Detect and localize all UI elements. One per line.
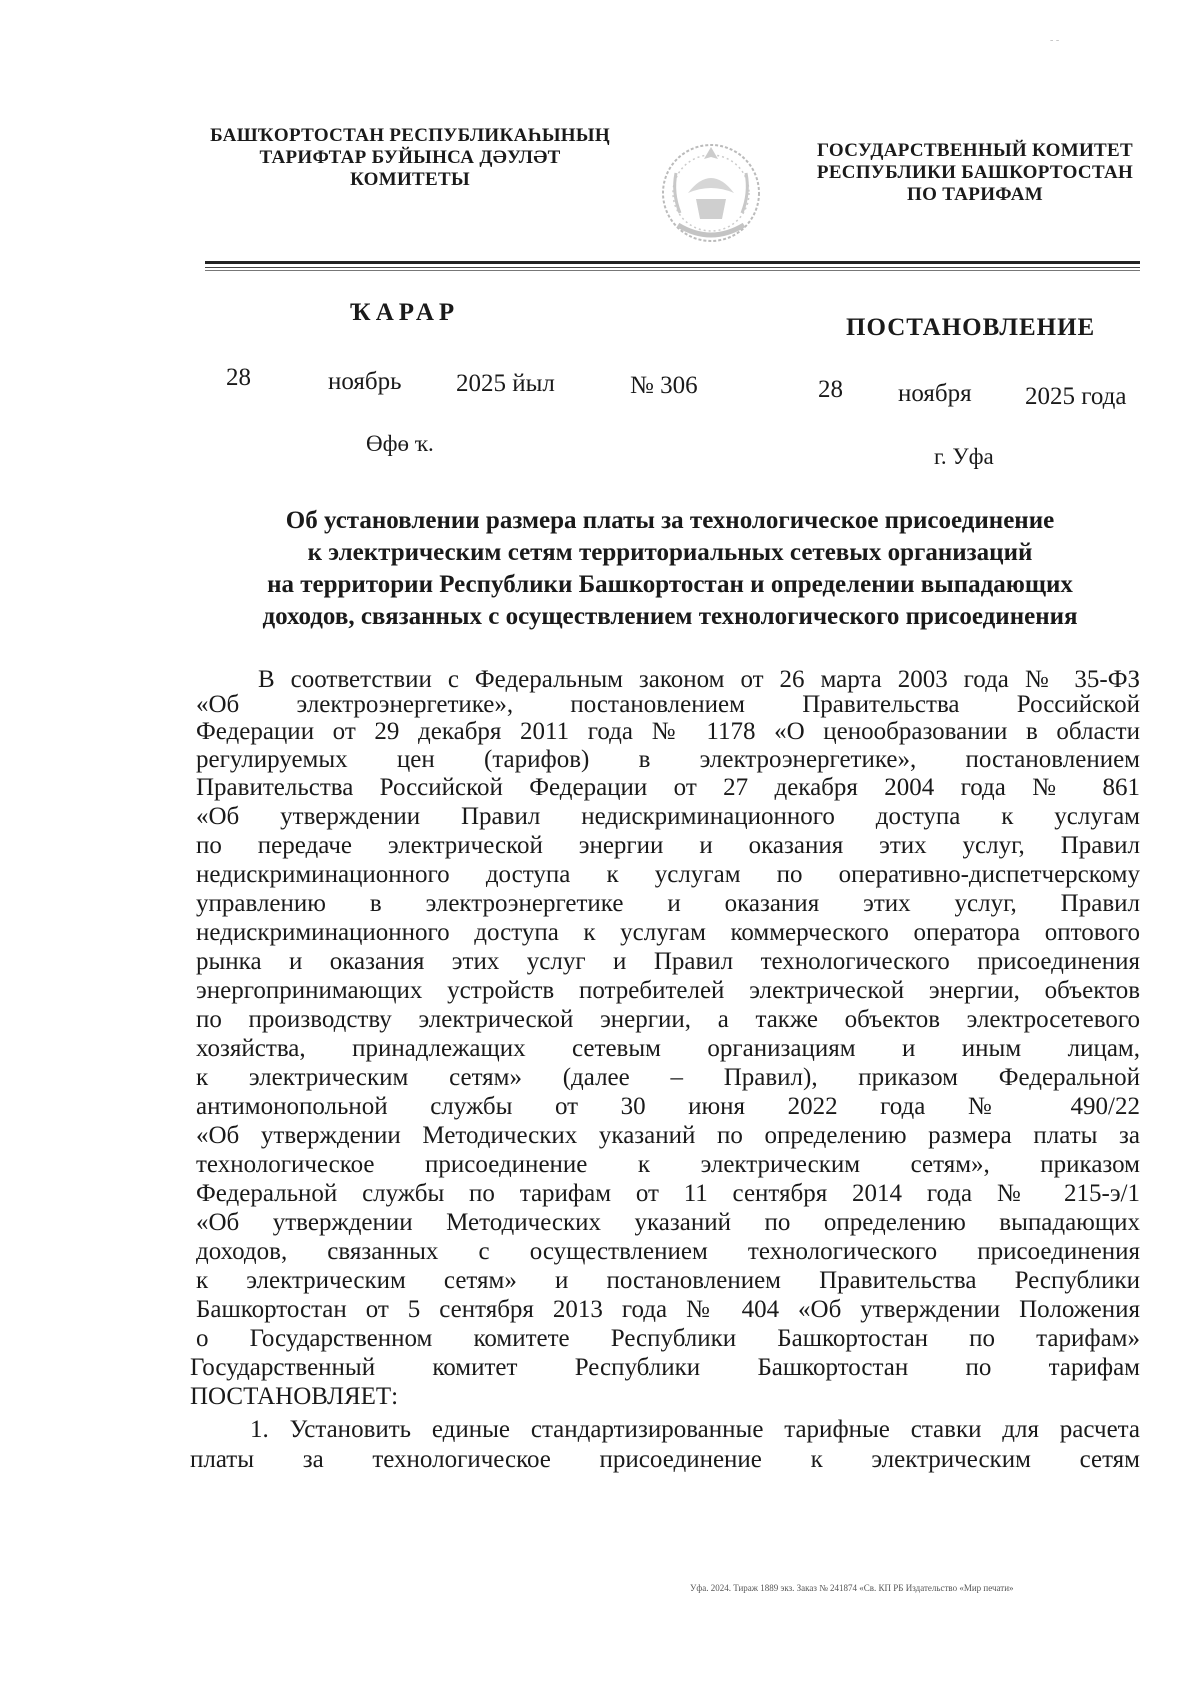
document-title-line: к электрическим сетям территориальных сетевых организаций xyxy=(307,539,1033,566)
body-line: 1. Установить единые стандартизированные тарифные ставки для расчета xyxy=(250,1416,1140,1443)
header-divider-thin xyxy=(205,267,1140,268)
body-line: хозяйства, принадлежащих сетевым организациям и иным лицам, xyxy=(196,1035,1140,1062)
header-bashkir-line: БАШҠОРТОСТАН РЕСПУБЛИКАҺЫНЫҢ xyxy=(210,125,610,146)
body-line: «Об утверждении Правил недискриминационного доступа к услугам xyxy=(196,803,1140,830)
header-bashkir-line: КОМИТЕТЫ xyxy=(350,169,470,190)
body-line: «Об электроэнергетике», постановлением Правительства Российской xyxy=(196,691,1140,718)
body-line: «Об утверждении Методических указаний по определению выпадающих xyxy=(196,1209,1140,1236)
body-line: к электрическим сетям» и постановлением Правительства Республики xyxy=(196,1267,1140,1294)
body-line: управлению в электроэнергетике и оказания этих услуг, Правил xyxy=(196,890,1140,917)
body-line: Правительства Российской Федерации от 27 декабря 2004 года № 861 xyxy=(196,774,1140,801)
body-line: «Об утверждении Методических указаний по определению размера платы за xyxy=(196,1122,1140,1149)
scan-mark: - - xyxy=(1050,35,1060,46)
body-line: Государственный комитет Республики Башкортостан по тарифам xyxy=(190,1354,1140,1381)
body-line: по передаче электрической энергии и оказания этих услуг, Правил xyxy=(196,832,1140,859)
body-line: Федеральной службы по тарифам от 11 сентября 2014 года № 215-э/1 xyxy=(196,1180,1140,1207)
document-title xyxy=(200,505,1140,633)
body-line: к электрическим сетям» (далее – Правил), приказом Федеральной xyxy=(196,1064,1140,1091)
body-line: антимонопольной службы от 30 июня 2022 года № 490/22 xyxy=(196,1093,1140,1120)
body-line: энергопринимающих устройств потребителей электрической энергии, объектов xyxy=(196,977,1140,1004)
body-line: платы за технологическое присоединение к электрическим сетям xyxy=(190,1446,1140,1473)
body-line: Башкортостан от 5 сентября 2013 года № 404 «Об утверждении Положения xyxy=(196,1296,1140,1323)
header-divider xyxy=(205,261,1140,264)
header-russian-line: РЕСПУБЛИКИ БАШКОРТОСТАН xyxy=(816,162,1134,183)
bashkortostan-emblem-icon xyxy=(658,133,764,251)
place-russian: г. Уфа xyxy=(934,444,994,469)
date-month-russian: ноября xyxy=(898,380,972,407)
emblem-graphic xyxy=(658,133,764,251)
karar-title: ҠАРАР xyxy=(350,299,460,326)
header-russian-line: ГОСУДАРСТВЕННЫЙ КОМИТЕТ xyxy=(817,140,1133,161)
document-title-line: на территории Республики Башкортостан и определении выпадающих xyxy=(267,571,1073,598)
date-year-russian: 2025 года xyxy=(1025,383,1127,410)
document-title-line: доходов, связанных с осуществлением технологического присоединения xyxy=(262,603,1078,630)
printing-imprint: Уфа. 2024. Тираж 1889 экз. Заказ № 241874 «Св. КП РБ Издательство «Мир печати» xyxy=(690,1583,1014,1593)
header-bashkir-line: ТАРИФТАР БУЙЫНСА ДӘУЛӘТ xyxy=(259,147,561,168)
date-day-russian: 28 xyxy=(818,376,843,403)
document-title-line: Об установлении размера платы за технологическое присоединение xyxy=(285,507,1055,534)
body-line: по производству электрической энергии, а также объектов электросетевого xyxy=(196,1006,1140,1033)
header-russian-line: ПО ТАРИФАМ xyxy=(907,184,1043,205)
header-russian xyxy=(815,140,1135,206)
date-day-bashkir: 28 xyxy=(226,364,251,391)
date-year-bashkir: 2025 йыл xyxy=(456,370,555,397)
body-line: технологическое присоединение к электрическим сетям», приказом xyxy=(196,1151,1140,1178)
body-line: рынка и оказания этих услуг и Правил технологического присоединения xyxy=(196,948,1140,975)
body-line: недискриминационного доступа к услугам по оперативно-диспетчерскому xyxy=(196,861,1140,888)
body-line: Федерации от 29 декабря 2011 года № 1178 «О ценообразовании в области xyxy=(196,718,1140,745)
place-bashkir: Өфө ҡ. xyxy=(366,431,434,456)
postanovlenie-title: ПОСТАНОВЛЕНИЕ xyxy=(846,314,1096,341)
body-line: недискриминационного доступа к услугам коммерческого оператора оптового xyxy=(196,919,1140,946)
body-line: В соответствии с Федеральным законом от 26 марта 2003 года № 35-ФЗ xyxy=(258,666,1140,693)
body-line: о Государственном комитете Республики Башкортостан по тарифам» xyxy=(196,1325,1140,1352)
header-divider-thin xyxy=(205,270,1140,271)
header-bashkir xyxy=(190,125,630,191)
body-line-decree: ПОСТАНОВЛЯЕТ: xyxy=(190,1383,399,1410)
body-line: регулируемых цен (тарифов) в электроэнергетике», постановлением xyxy=(196,746,1140,773)
document-number: № 306 xyxy=(630,372,698,399)
body-line: доходов, связанных с осуществлением технологического присоединения xyxy=(196,1238,1140,1265)
date-month-bashkir: ноябрь xyxy=(328,368,402,395)
